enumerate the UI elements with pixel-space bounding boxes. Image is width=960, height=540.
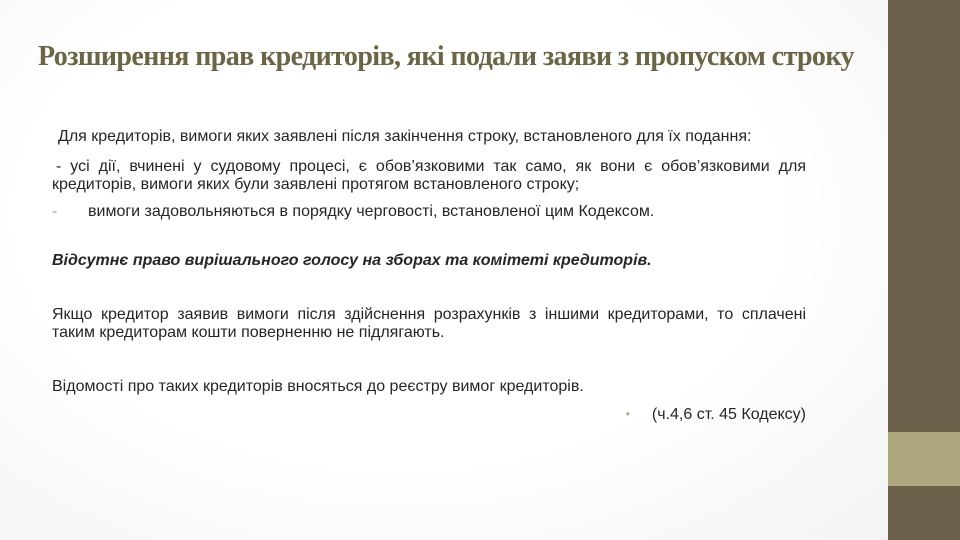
registry-paragraph: Відомості про таких кредиторів вносяться до реєстру вимог кредиторів. <box>52 378 584 395</box>
intro-paragraph: Для кредиторів, вимоги яких заявлені після закінчення строку, встановленого для їх подання: <box>58 128 752 145</box>
side-accent-stripe <box>888 432 960 486</box>
dash-bullet: - <box>52 203 58 220</box>
slide-title: Розширення прав кредиторів, які подали заяви з пропуском строку <box>38 41 854 72</box>
list-item-priority <box>52 203 806 221</box>
bullet-icon: • <box>625 407 630 421</box>
refund-paragraph: Якщо кредитор заявив вимоги після здійснення розрахунків з іншими кредиторами, то сплачені таким кредиторам кошти поверненню не підлягають. <box>52 306 806 341</box>
no-voting-right-note: Відсутнє право вирішального голосу на зборах та комітеті кредиторів. <box>52 252 652 269</box>
legal-reference-text: (ч.4,6 ст. 45 Кодексу) <box>651 406 806 423</box>
slide-body <box>52 128 806 424</box>
legal-reference <box>52 405 806 424</box>
list-item-actions-binding: - усі дії, вчинені у судовому процесі, є обов’язковими так само, як вони є обов’язковими для кредиторів, вимоги яких були заявлені протягом встановленого строку; <box>52 158 806 193</box>
list-item-priority-text: вимоги задовольняються в порядку черговості, встановленої цим Кодексом. <box>88 203 655 220</box>
